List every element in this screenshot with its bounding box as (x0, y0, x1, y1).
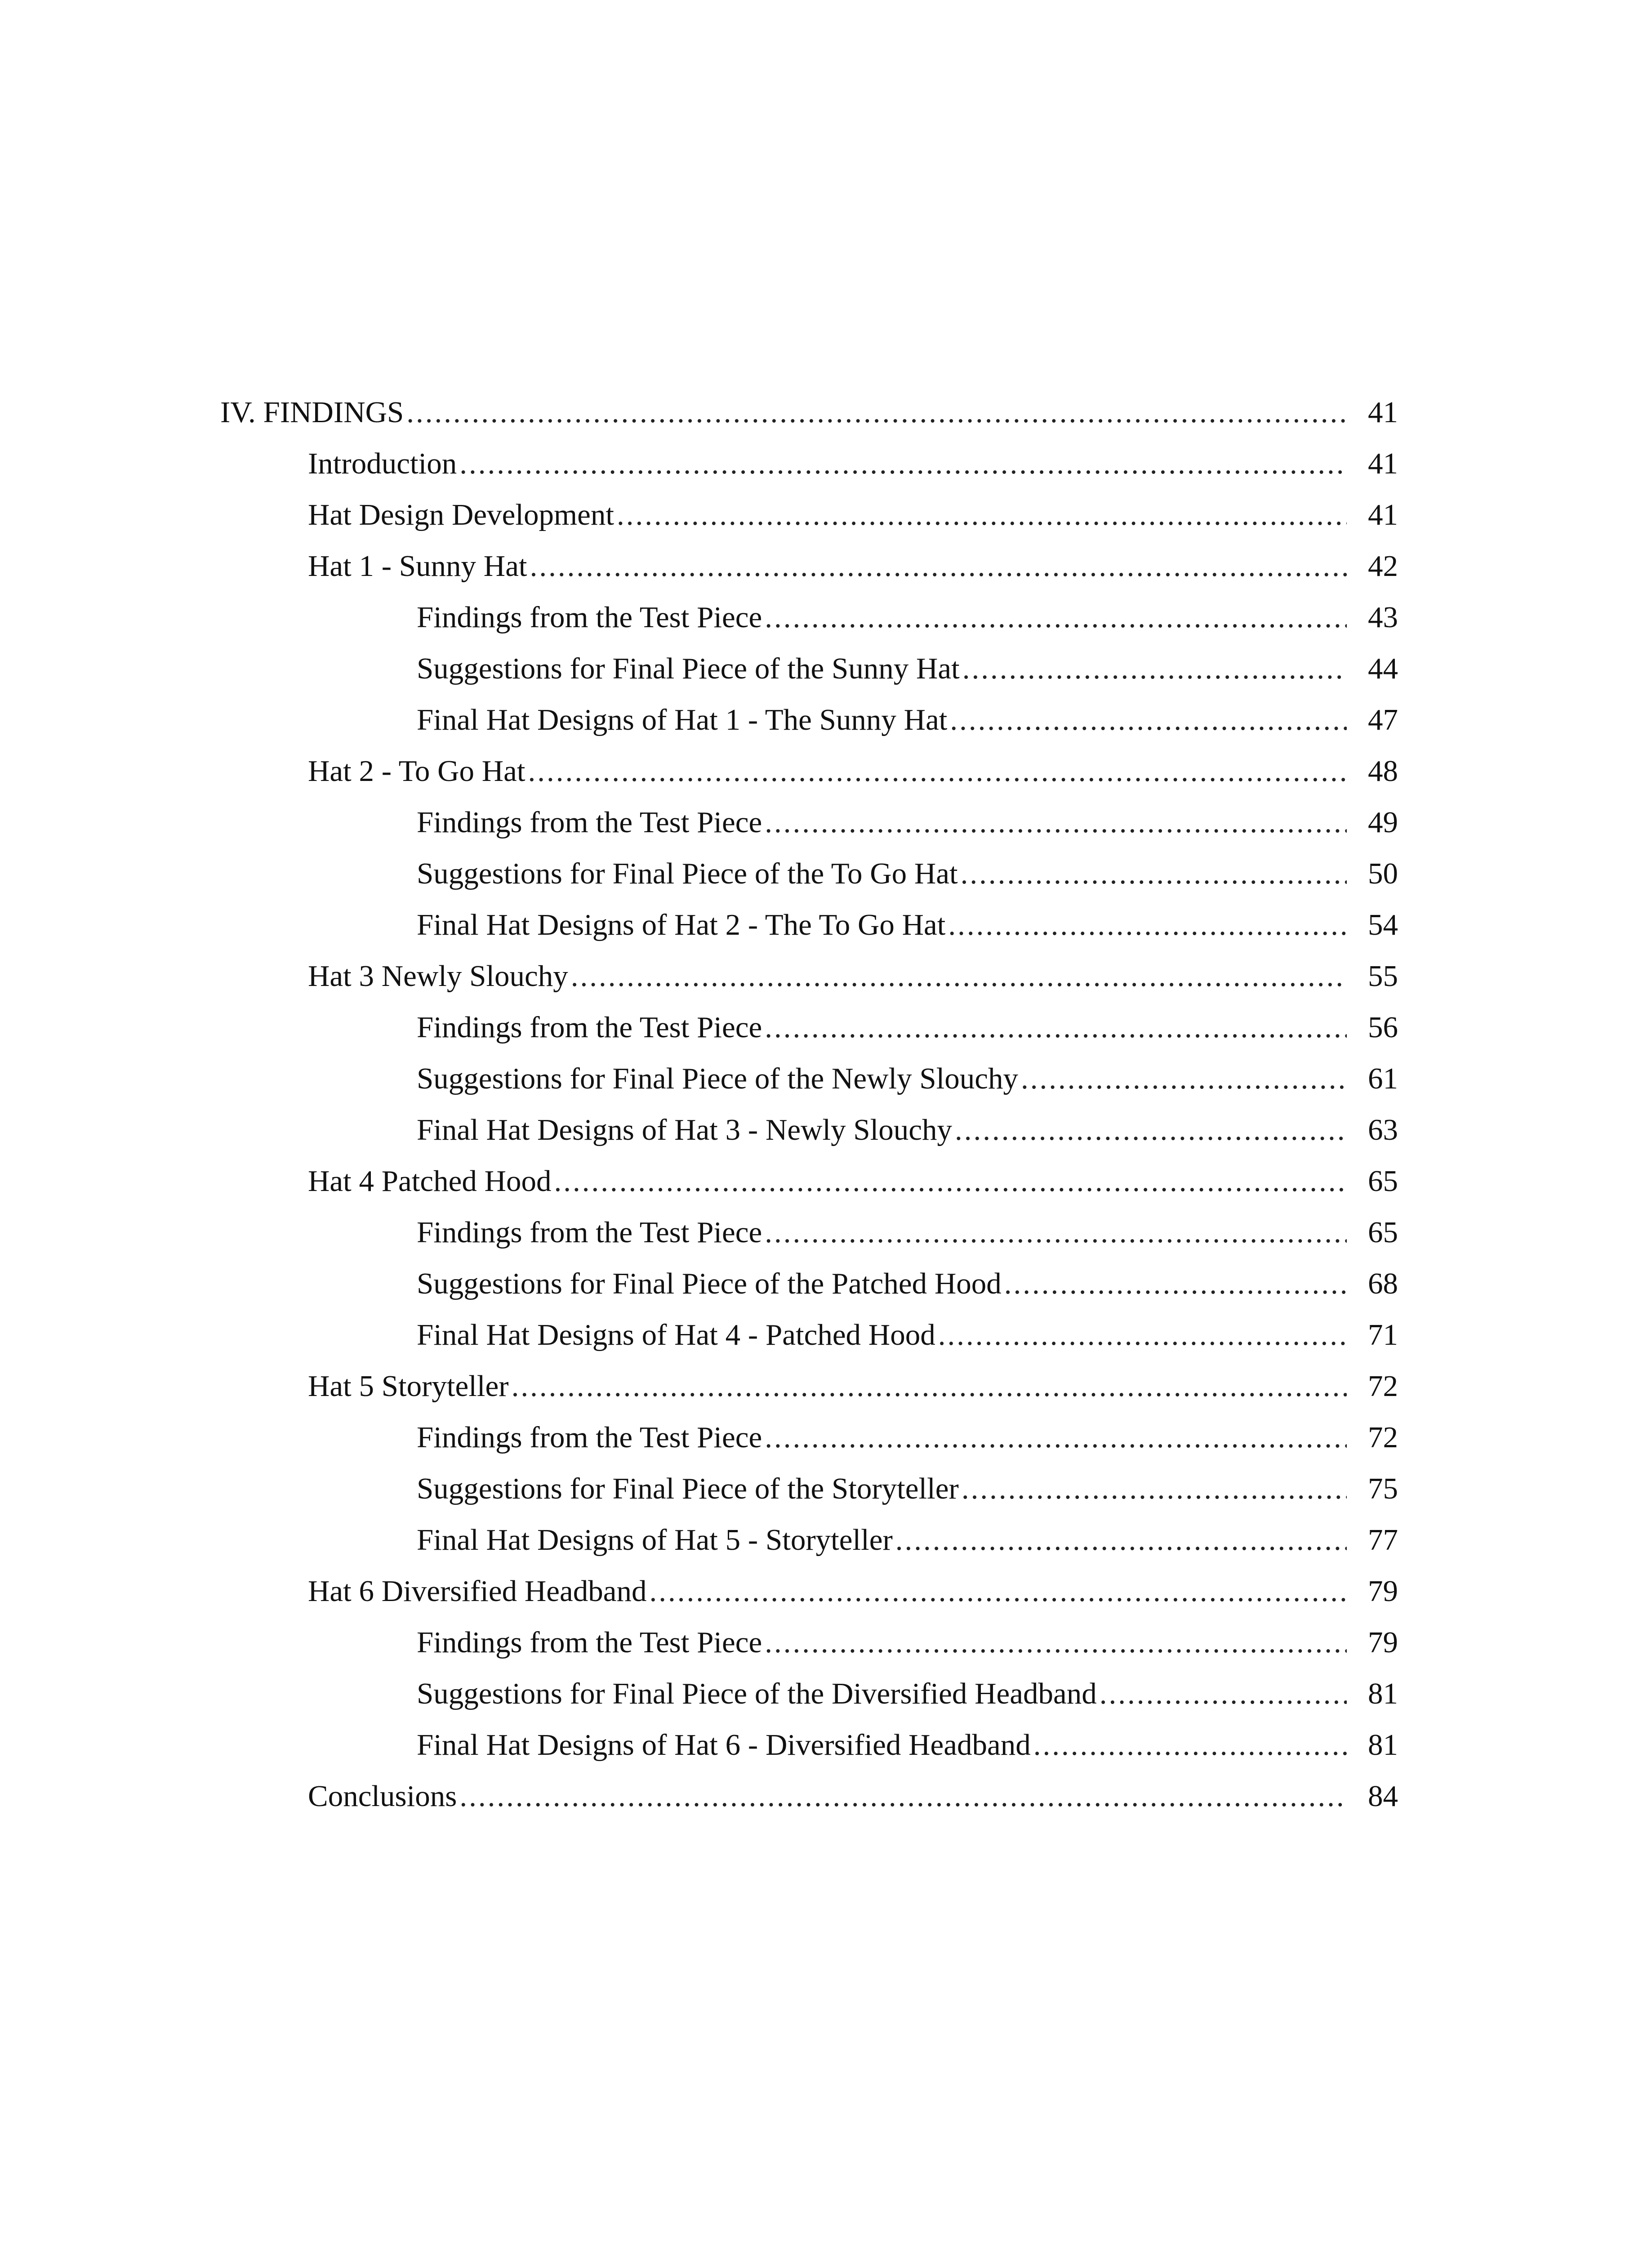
toc-entry-title: Hat 4 Patched Hood (308, 1164, 552, 1198)
toc-entry-page-number: 81 (1368, 1677, 1398, 1710)
toc-entry-page-number: 72 (1368, 1421, 1398, 1454)
toc-entry-page-number: 68 (1368, 1267, 1398, 1300)
toc-entry-page-number: 81 (1368, 1728, 1398, 1762)
toc-entry[interactable] (220, 1360, 1398, 1412)
toc-entry[interactable] (220, 1668, 1398, 1719)
toc-entry[interactable] (220, 1207, 1398, 1258)
dot-leader (961, 848, 1347, 899)
toc-entry[interactable] (220, 592, 1398, 643)
toc-entry[interactable] (220, 1566, 1398, 1617)
toc-entry-title: Suggestions for Final Piece of the Sunny Hat (417, 652, 960, 685)
dot-leader (895, 1514, 1347, 1566)
toc-entry-title: Final Hat Designs of Hat 6 - Diversified Headband (417, 1728, 1031, 1762)
dot-leader (938, 1309, 1347, 1360)
toc-entry-title: Hat 1 - Sunny Hat (308, 549, 527, 583)
toc-entry-title: Findings from the Test Piece (417, 1011, 762, 1044)
toc-entry-title: Findings from the Test Piece (417, 806, 762, 839)
toc-entry-title: Final Hat Designs of Hat 3 - Newly Slouchy (417, 1113, 952, 1146)
toc-entry[interactable] (220, 438, 1398, 489)
toc-entry-title: Final Hat Designs of Hat 4 - Patched Hood (417, 1318, 935, 1351)
toc-entry[interactable] (220, 1002, 1398, 1053)
toc-entry-title: Conclusions (308, 1780, 457, 1813)
toc-entry-page-number: 75 (1368, 1472, 1398, 1505)
toc-entry-page-number: 50 (1368, 857, 1398, 890)
dot-leader (1021, 1053, 1347, 1104)
toc-entry-page-number: 48 (1368, 754, 1398, 788)
toc-entry-title: Final Hat Designs of Hat 5 - Storyteller (417, 1523, 893, 1557)
dot-leader (1100, 1668, 1347, 1719)
toc-entry[interactable] (220, 1155, 1398, 1207)
toc-entry-title: Findings from the Test Piece (417, 1216, 762, 1249)
dot-leader (765, 1207, 1347, 1258)
toc-entry-page-number: 42 (1368, 549, 1398, 583)
toc-entry-title: Suggestions for Final Piece of the Storyteller (417, 1472, 959, 1505)
dot-leader (650, 1566, 1347, 1617)
toc-entry[interactable] (220, 540, 1398, 592)
dot-leader (765, 1412, 1347, 1463)
toc-entry[interactable] (220, 950, 1398, 1002)
dot-leader (950, 694, 1347, 745)
toc-entry-page-number: 65 (1368, 1216, 1398, 1249)
toc-entry[interactable] (220, 643, 1398, 694)
dot-leader (617, 489, 1347, 540)
toc-entry-page-number: 79 (1368, 1574, 1398, 1608)
toc-entry-page-number: 63 (1368, 1113, 1398, 1146)
toc-entry-page-number: 56 (1368, 1011, 1398, 1044)
dot-leader (406, 387, 1347, 438)
toc-entry-title: Hat 6 Diversified Headband (308, 1574, 647, 1608)
toc-entry[interactable] (220, 1053, 1398, 1104)
toc-entry-page-number: 43 (1368, 601, 1398, 634)
toc-entry-title: Findings from the Test Piece (417, 1626, 762, 1659)
toc-entry-title: Suggestions for Final Piece of the Diversified Headband (417, 1677, 1097, 1710)
toc-entry[interactable] (220, 694, 1398, 745)
toc-entry[interactable] (220, 1514, 1398, 1566)
toc-entry-page-number: 79 (1368, 1626, 1398, 1659)
toc-entry-title: Final Hat Designs of Hat 1 - The Sunny Hat (417, 703, 948, 736)
dot-leader (1033, 1719, 1347, 1771)
dot-leader (765, 1002, 1347, 1053)
toc-entry[interactable] (220, 1771, 1398, 1822)
toc-entry[interactable] (220, 848, 1398, 899)
toc-entry[interactable] (220, 1719, 1398, 1771)
dot-leader (765, 797, 1347, 848)
toc-entry-page-number: 41 (1368, 498, 1398, 531)
toc-entry-page-number: 41 (1368, 447, 1398, 480)
toc-entry-title: Introduction (308, 447, 457, 480)
toc-entry-page-number: 77 (1368, 1523, 1398, 1557)
toc-entry-title: Hat 5 Storyteller (308, 1369, 509, 1403)
dot-leader (459, 438, 1347, 489)
toc-entry-page-number: 72 (1368, 1369, 1398, 1403)
toc-entry-title: Suggestions for Final Piece of the Newly Slouchy (417, 1062, 1018, 1095)
table-of-contents (220, 387, 1398, 1822)
toc-entry-title: Findings from the Test Piece (417, 601, 762, 634)
toc-entry-title: Final Hat Designs of Hat 2 - The To Go Hat (417, 908, 946, 941)
dot-leader (554, 1155, 1347, 1207)
toc-entry-page-number: 84 (1368, 1780, 1398, 1813)
toc-entry-title: Suggestions for Final Piece of the To Go Hat (417, 857, 958, 890)
dot-leader (962, 1463, 1347, 1514)
toc-entry[interactable] (220, 1309, 1398, 1360)
toc-entry[interactable] (220, 1258, 1398, 1309)
dot-leader (530, 540, 1347, 592)
toc-entry-page-number: 55 (1368, 959, 1398, 993)
toc-entry[interactable] (220, 489, 1398, 540)
toc-entry-page-number: 54 (1368, 908, 1398, 941)
toc-entry[interactable] (220, 387, 1398, 438)
dot-leader (765, 592, 1347, 643)
toc-entry-title: Findings from the Test Piece (417, 1421, 762, 1454)
toc-entry-page-number: 71 (1368, 1318, 1398, 1351)
toc-entry[interactable] (220, 1412, 1398, 1463)
dot-leader (955, 1104, 1347, 1155)
toc-entry-page-number: 44 (1368, 652, 1398, 685)
toc-entry-page-number: 41 (1368, 396, 1398, 429)
toc-entry[interactable] (220, 745, 1398, 797)
dot-leader (962, 643, 1347, 694)
toc-entry-page-number: 47 (1368, 703, 1398, 736)
toc-entry-title: IV. FINDINGS (220, 396, 404, 429)
toc-entry[interactable] (220, 1104, 1398, 1155)
toc-entry-page-number: 65 (1368, 1164, 1398, 1198)
dot-leader (528, 745, 1347, 797)
dot-leader (1004, 1258, 1347, 1309)
dot-leader (459, 1771, 1347, 1822)
toc-entry[interactable] (220, 1463, 1398, 1514)
toc-entry-page-number: 61 (1368, 1062, 1398, 1095)
toc-entry-page-number: 49 (1368, 806, 1398, 839)
dot-leader (512, 1360, 1347, 1412)
toc-entry-title: Hat Design Development (308, 498, 614, 531)
dot-leader (765, 1617, 1347, 1668)
toc-entry-title: Hat 2 - To Go Hat (308, 754, 525, 788)
toc-entry[interactable] (220, 1617, 1398, 1668)
toc-entry-title: Suggestions for Final Piece of the Patched Hood (417, 1267, 1002, 1300)
dot-leader (948, 899, 1347, 950)
toc-entry[interactable] (220, 899, 1398, 950)
toc-entry-title: Hat 3 Newly Slouchy (308, 959, 568, 993)
dot-leader (571, 950, 1347, 1002)
toc-entry[interactable] (220, 797, 1398, 848)
